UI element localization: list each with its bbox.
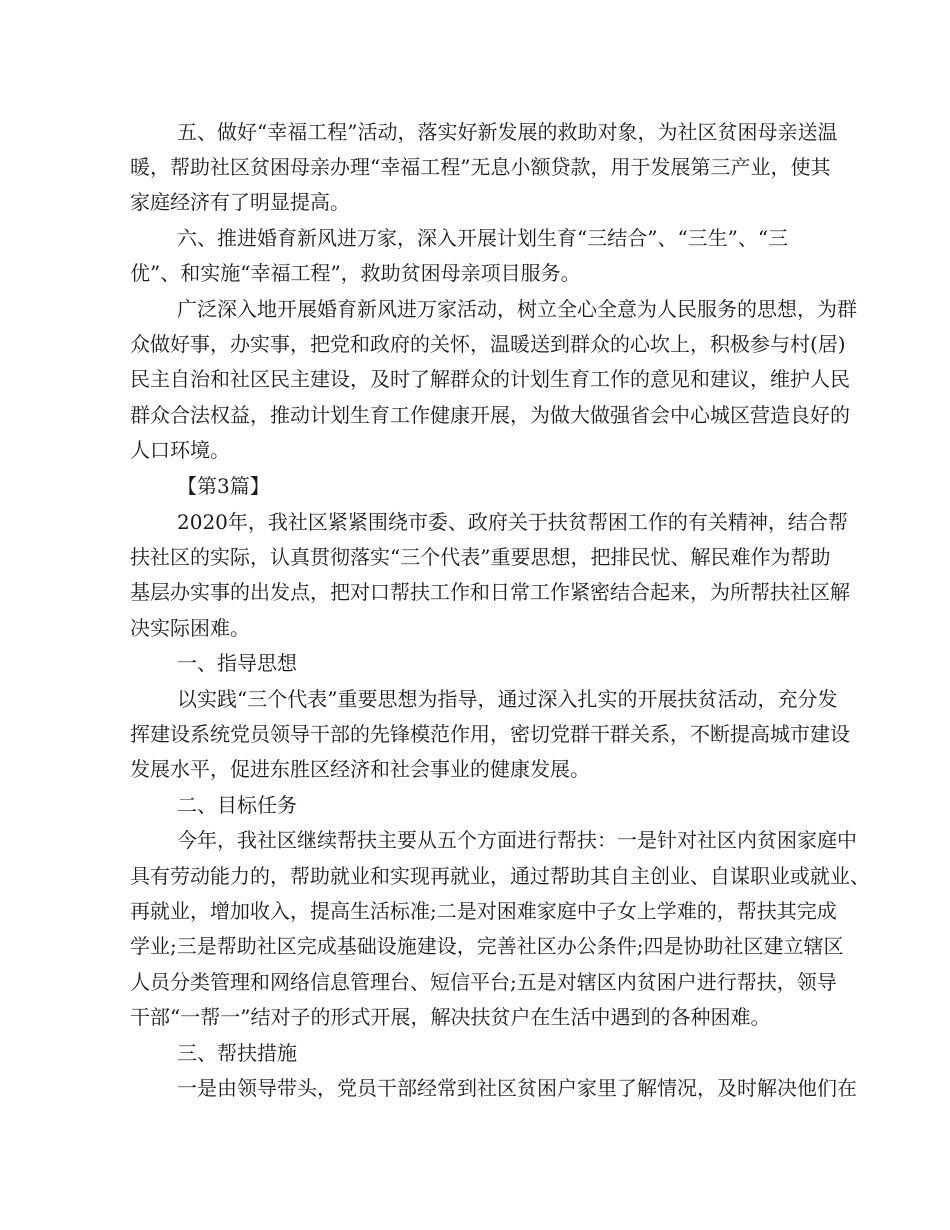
paragraph-line: 暖，帮助社区贫困母亲办理“幸福工程”无息小额贷款，用于发展第三产业，使其	[130, 155, 831, 179]
paragraph-line: 人口环境。	[130, 438, 230, 462]
paragraph-line: 2020年，我社区紧紧围绕市委、政府关于扶贫帮困工作的有关精神，结合帮	[177, 510, 848, 534]
paragraph-line: 广泛深入地开展婚育新风进万家活动，树立全心全意为人民服务的思想，为群	[177, 297, 857, 321]
paragraph-line: 众做好事，办实事，把党和政府的关怀，温暖送到群众的心坎上，积极参与村(居)	[130, 332, 846, 356]
subsection-heading: 一、指导思想	[177, 651, 297, 675]
paragraph-line: 具有劳动能力的，帮助就业和实现再就业，通过帮助其自主创业、自谋职业或就业、	[130, 864, 870, 888]
subsection-heading: 三、帮扶措施	[177, 1041, 297, 1065]
section-heading: 【第3篇】	[177, 474, 270, 498]
paragraph-line: 基层办实事的出发点，把对口帮扶工作和日常工作紧密结合起来，为所帮扶社区解	[130, 580, 850, 604]
paragraph-line: 再就业，增加收入，提高生活标准;二是对困难家庭中子女上学难的，帮扶其完成	[130, 899, 837, 923]
paragraph-line: 家庭经济有了明显提高。	[130, 190, 350, 214]
paragraph-line: 决实际困难。	[130, 616, 250, 640]
paragraph-line: 六、推进婚育新风进万家，深入开展计划生育“三结合”、“三生”、“三	[177, 226, 789, 250]
paragraph-line: 以实践“三个代表”重要思想为指导，通过深入扎实的开展扶贫活动，充分发	[177, 687, 838, 711]
paragraph-line: 挥建设系统党员领导干部的先锋模范作用，密切党群干群关系，不断提高城市建设	[130, 722, 850, 746]
paragraph-line: 人员分类管理和网络信息管理台、短信平台;五是对辖区内贫困户进行帮扶，领导	[130, 970, 837, 994]
subsection-heading: 二、目标任务	[177, 793, 297, 817]
paragraph-line: 干部“一帮一”结对子的形式开展，解决扶贫户在生活中遇到的各种困难。	[130, 1005, 771, 1029]
paragraph-line: 一是由领导带头，党员干部经常到社区贫困户家里了解情况，及时解决他们在	[177, 1076, 857, 1100]
paragraph-line: 学业;三是帮助社区完成基础设施建设，完善社区办公条件;四是协助社区建立辖区	[130, 934, 844, 958]
paragraph-line: 群众合法权益，推动计划生育工作健康开展，为做大做强省会中心城区营造良好的	[130, 403, 850, 427]
paragraph-line: 优”、和实施“幸福工程”，救助贫困母亲项目服务。	[130, 261, 581, 285]
paragraph-line: 今年，我社区继续帮扶主要从五个方面进行帮扶：一是针对社区内贫困家庭中	[177, 828, 857, 852]
paragraph-line: 五、做好“幸福工程”活动，落实好新发展的救助对象，为社区贫困母亲送温	[177, 120, 838, 144]
paragraph-line: 民主自治和社区民主建设，及时了解群众的计划生育工作的意见和建议，维护人民	[130, 367, 850, 391]
paragraph-line: 扶社区的实际，认真贯彻落实“三个代表”重要思想，把排民忧、解民难作为帮助	[130, 545, 831, 569]
paragraph-line: 发展水平，促进东胜区经济和社会事业的健康发展。	[130, 757, 590, 781]
